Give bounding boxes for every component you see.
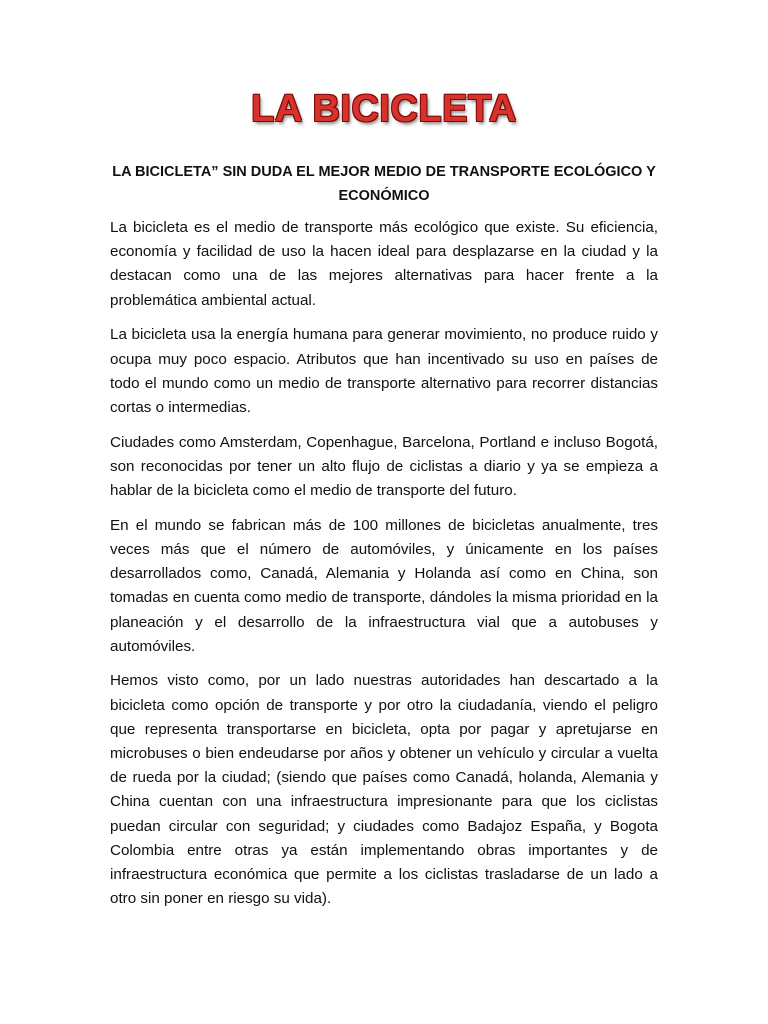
- document-title: LA BICICLETA: [251, 88, 517, 130]
- paragraph: Hemos visto como, por un lado nuestras autoridades han descartado a la bicicleta como opción de transporte y por otro la ciudadanía, viendo el peligro que representa transportarse en bicicleta, opta por pagar y apretujarse en microbuses o bien endeudarse por años y obtener un vehículo y circular a vuelta de rueda por la ciudad; (siendo que países como Canadá, holanda, Alemania y China cuentan con una infraestructura impresionante para que los ciclistas puedan circular con seguridad; y ciudades como Badajoz España, y Bogota Colombia entre otras ya están implementando obras importantes y de infraestructura económica que permite a los ciclistas trasladarse de un lado a otro sin poner en riesgo su vida).: [110, 672, 658, 908]
- paragraph: La bicicleta usa la energía humana para generar movimiento, no produce ruido y ocupa muy poco espacio. Atributos que han incentivado su uso en países de todo el mundo como un medio de transporte alternativo para recorrer distancias cortas o intermedias.: [110, 326, 658, 416]
- paragraph: La bicicleta es el medio de transporte más ecológico que existe. Su eficiencia, economía y facilidad de uso la hacen ideal para desplazarse en la ciudad y la destacan como una de las mejores alternativas para hacer frente a la problemática ambiental actual.: [110, 219, 658, 309]
- document-subtitle: LA BICICLETA” SIN DUDA EL MEJOR MEDIO DE TRANSPORTE ECOLÓGICO Y ECONÓMICO: [112, 164, 656, 204]
- paragraph: En el mundo se fabrican más de 100 millones de bicicletas anualmente, tres veces más que el número de automóviles, y únicamente en los países desarrollados como, Canadá, Alemania y Holanda así como en China, son tomadas en cuenta como medio de transporte, dándoles la misma prioridad en la planeación y el desarrollo de la infraestructura vial que a autobuses y automóviles.: [110, 516, 658, 655]
- paragraph: Ciudades como Amsterdam, Copenhague, Barcelona, Portland e incluso Bogotá, son reconocidas por tener un alto flujo de ciclistas a diario y ya se empieza a hablar de la bicicleta como el medio de transporte del futuro.: [110, 433, 658, 500]
- document-body: [110, 216, 658, 922]
